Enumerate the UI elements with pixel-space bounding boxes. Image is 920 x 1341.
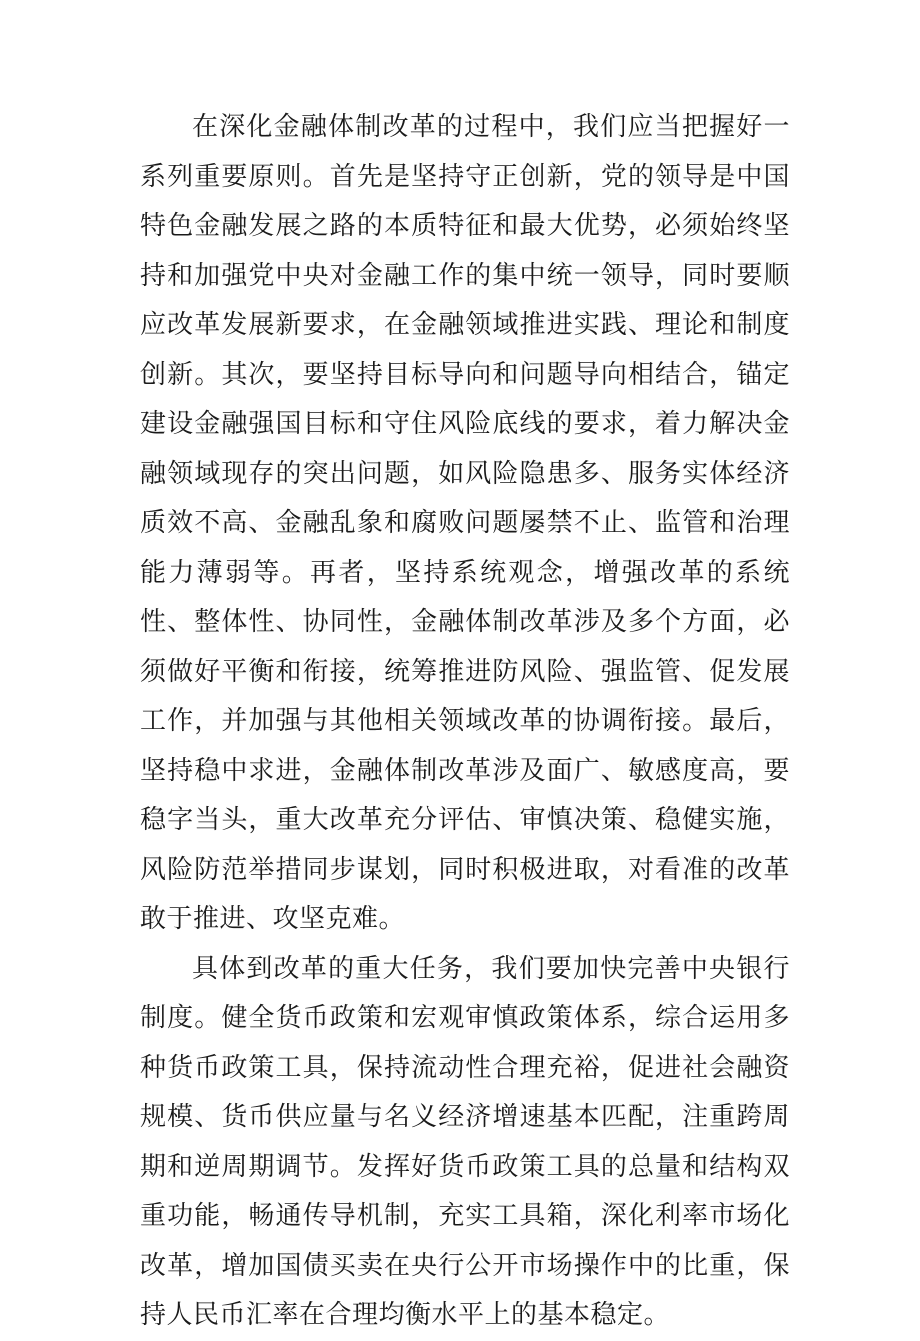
paragraph-central-bank: 具体到改革的重大任务，我们要加快完善中央银行制度。健全货币政策和宏观审慎政策体系，综合运用多种货币政策工具，保持流动性合理充裕，促进社会融资规模、货币供应量与名义经济增速基本匹配，注重跨周期和逆周期调节。发挥好货币政策工具的总量和结构双重功能，畅通传导机制，充实工具箱，深化利率市场化改革，增加国债买卖在央行公开市场操作中的比重，保持人民币汇率在合理均衡水平上的基本稳定。 bbox=[140, 953, 790, 1330]
document-body bbox=[140, 103, 790, 1341]
paragraph-principles: 在深化金融体制改革的过程中，我们应当把握好一系列重要原则。首先是坚持守正创新，党的领导是中国特色金融发展之路的本质特征和最大优势，必须始终坚持和加强党中央对金融工作的集中统一领导，同时要顺应改革发展新要求，在金融领域推进实践、理论和制度创新。其次，要坚持目标导向和问题导向相结合，锚定建设金融强国目标和守住风险底线的要求，着力解决金融领域现存的突出问题，如风险隐患多、服务实体经济质效不高、金融乱象和腐败问题屡禁不止、监管和治理能力薄弱等。再者，坚持系统观念，增强改革的系统性、整体性、协同性，金融体制改革涉及多个方面，必须做好平衡和衔接，统筹推进防风险、强监管、促发展工作，并加强与其他相关领域改革的协调衔接。最后，坚持稳中求进，金融体制改革涉及面广、敏感度高，要稳字当头，重大改革充分评估、审慎决策、稳健实施，风险防范举措同步谋划，同时积极进取，对看准的改革敢于推进、攻坚克难。 bbox=[140, 112, 790, 934]
